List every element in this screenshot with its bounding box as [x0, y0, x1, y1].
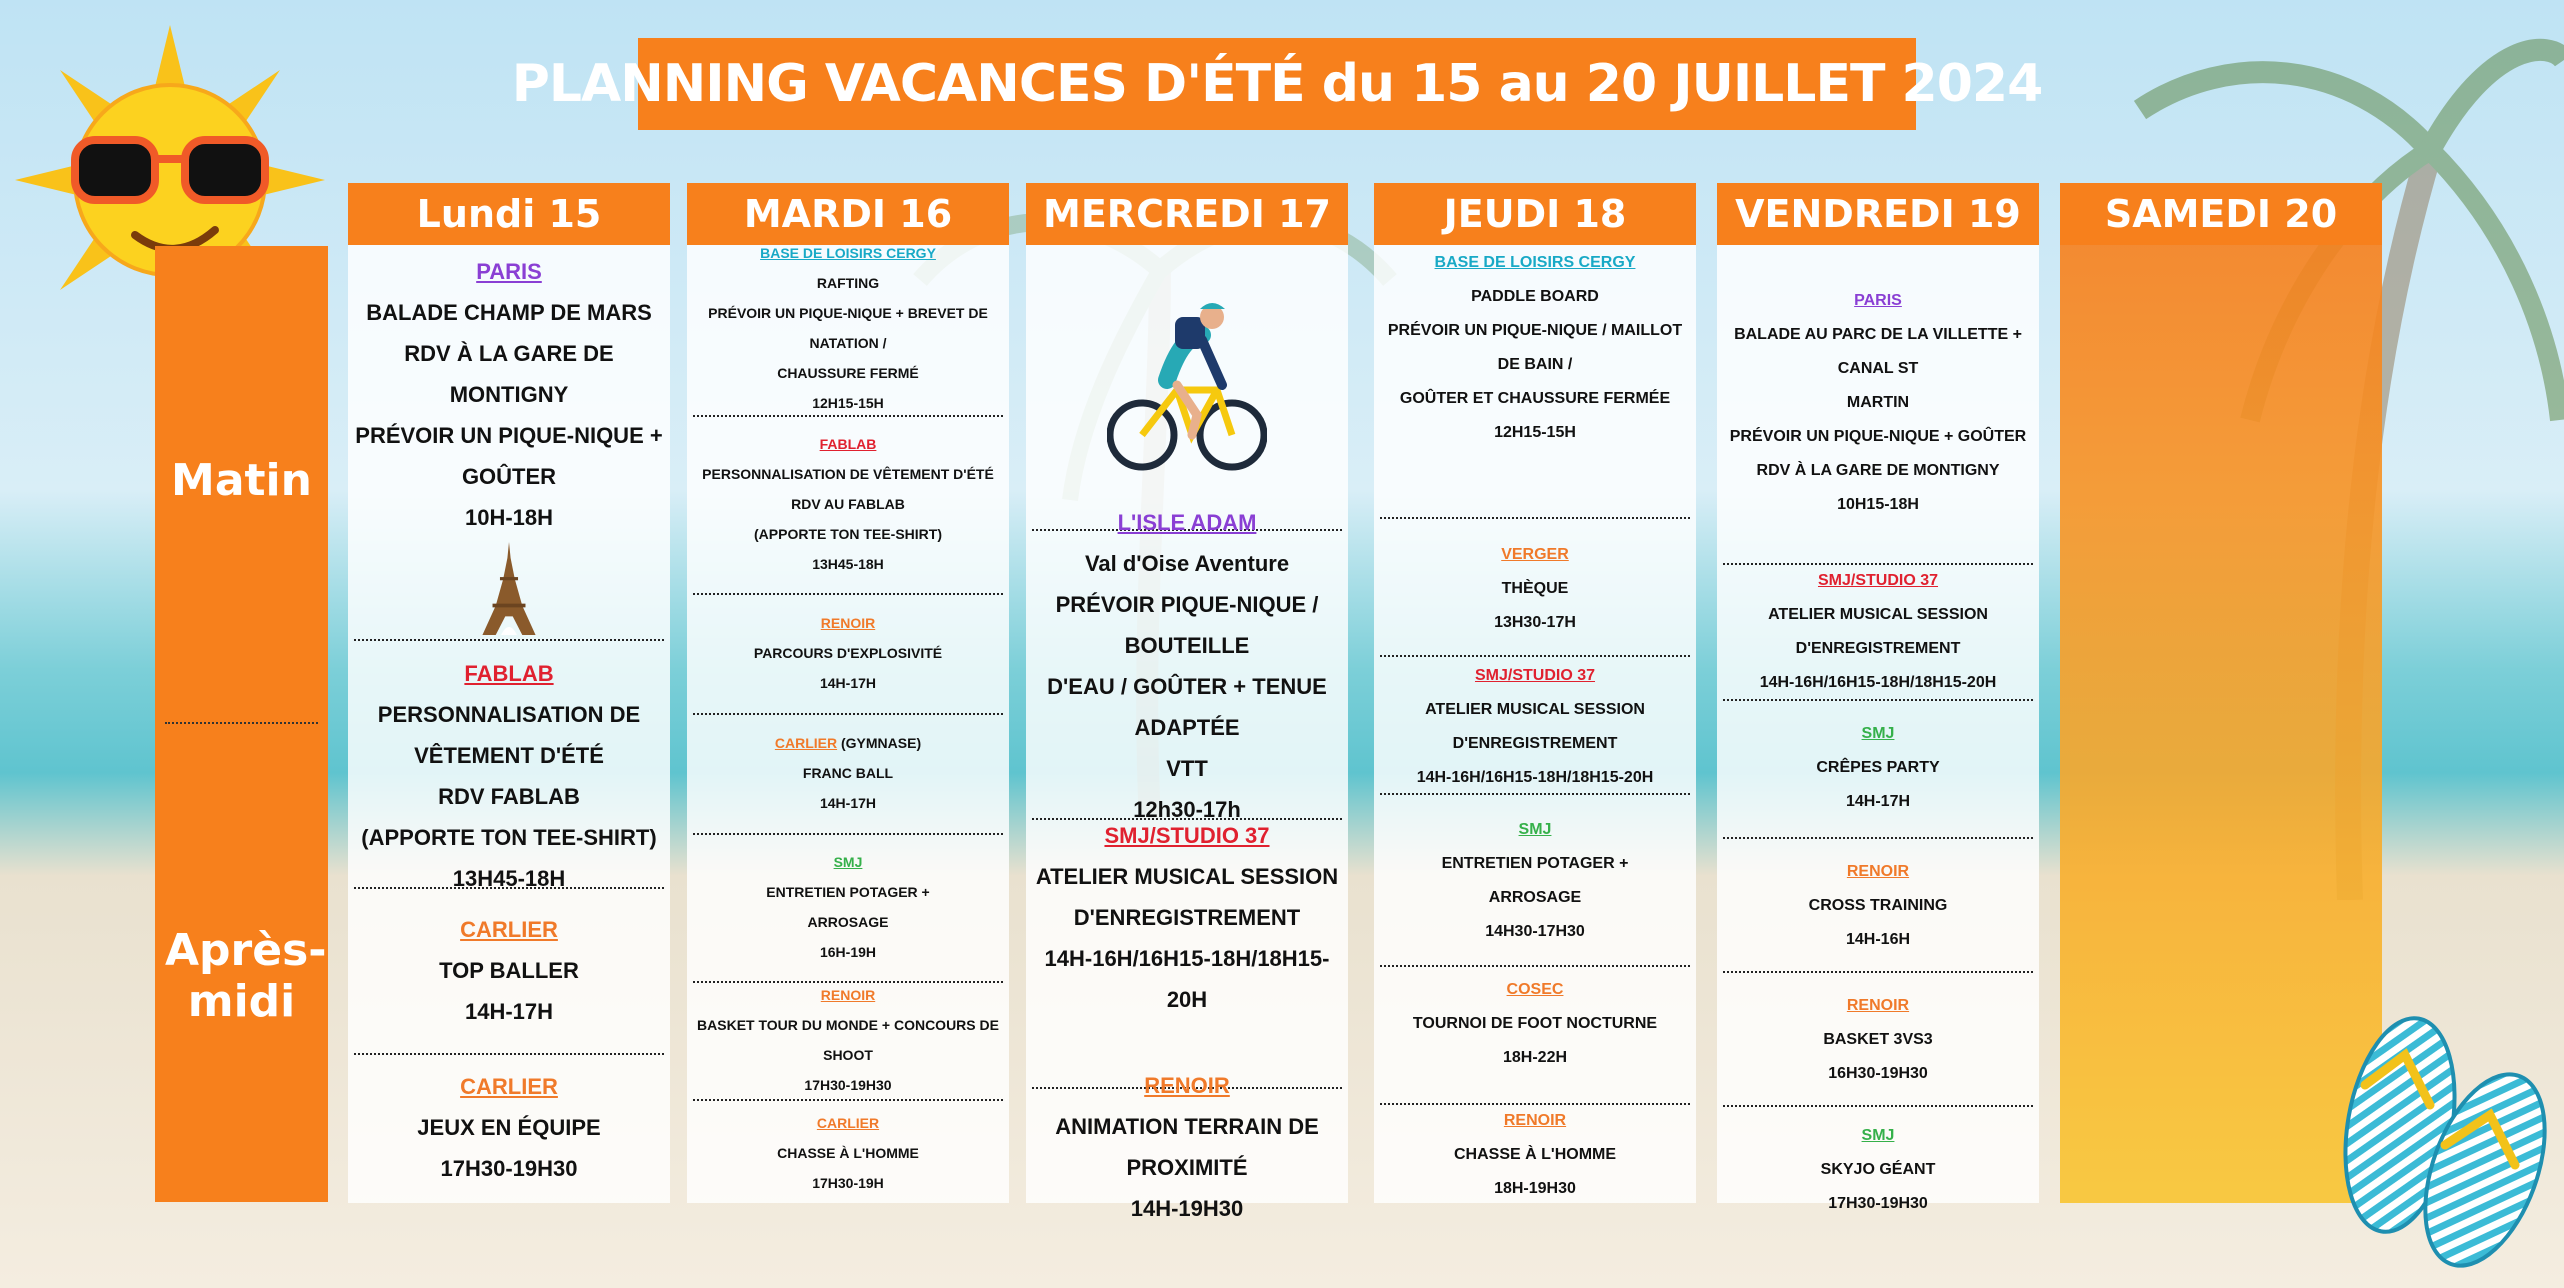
activity-line: (APPORTE TON TEE-SHIRT)	[754, 526, 942, 542]
title-banner	[511, 38, 2043, 130]
day-column-samedi	[2060, 183, 2382, 1203]
activity-block	[1374, 521, 1696, 656]
activity-line: 10H15-18H	[1837, 495, 1919, 513]
activity-place: RENOIR	[820, 615, 876, 631]
day-body	[687, 245, 1009, 1203]
day-header: SAMEDI 20	[2060, 183, 2382, 245]
activity-block	[1374, 245, 1696, 451]
activity-place: CARLIER	[460, 916, 558, 942]
day-header: MERCREDI 17	[1026, 183, 1348, 245]
activity-line: ARROSAGE	[1488, 889, 1582, 906]
activity-line: 10H-18H	[464, 505, 554, 530]
separator	[693, 713, 1003, 715]
separator	[693, 1099, 1003, 1101]
morning-label: Matin	[171, 455, 312, 506]
activity-line: D'ENREGISTREMENT	[1073, 904, 1301, 930]
activity-line: CROSS TRAINING	[1808, 897, 1948, 914]
separator	[693, 415, 1003, 417]
activity-line: PRÉVOIR UN PIQUE-NIQUE + GOÛTER	[355, 423, 663, 489]
activity-line: JEUX EN ÉQUIPE	[417, 1114, 601, 1140]
activity-block	[687, 597, 1009, 709]
activity-block	[687, 419, 1009, 589]
activity-place-row	[775, 728, 921, 758]
activity-block	[1374, 797, 1696, 965]
activity-line: 18H-19H30	[1494, 1180, 1576, 1197]
activity-line: CHAUSSURE FERMÉ	[777, 365, 919, 381]
activity-place: BASE DE LOISIRS CERGY	[1434, 254, 1636, 271]
activity-line: BALADE AU PARC DE LA VILLETTE + CANAL ST	[1734, 325, 2022, 377]
activity-place: CARLIER	[774, 735, 838, 751]
activity-line: 13H45-18H	[812, 556, 884, 572]
separator	[1380, 793, 1690, 795]
activity-place: RENOIR	[1144, 1073, 1230, 1098]
activity-line: ENTRETIEN POTAGER +	[766, 884, 930, 900]
activity-line: TOP BALLER	[439, 957, 579, 983]
activity-block	[1374, 969, 1696, 1079]
activity-line: BASKET TOUR DU MONDE + CONCOURS DE SHOOT	[697, 1017, 999, 1063]
activity-line: 17H30-19H	[812, 1175, 884, 1191]
activity-line: RDV À LA GARE DE MONTIGNY	[1756, 461, 2000, 479]
activity-line: 17H30-19H30	[440, 1155, 578, 1181]
activity-line: D'EAU / GOÛTER + TENUE ADAPTÉE	[1047, 673, 1327, 740]
activity-line: 14H-16H/16H15-18H/18H15-20H	[1416, 769, 1654, 786]
separator	[1723, 1105, 2033, 1107]
activity-line: ENTRETIEN POTAGER +	[1441, 855, 1629, 872]
activity-place: SMJ	[1518, 821, 1552, 838]
activity-line: VTT	[1166, 755, 1208, 781]
activity-line: TOURNOI DE FOOT NOCTURNE	[1412, 1015, 1658, 1032]
separator	[1380, 655, 1690, 657]
activity-line: CHASSE À L'HOMME	[1453, 1146, 1617, 1163]
eiffel-tower-icon	[454, 542, 564, 635]
activity-line: FRANC BALL	[802, 765, 894, 781]
activity-line: CHASSE À L'HOMME	[777, 1145, 919, 1161]
day-body	[1026, 245, 1348, 1221]
activity-line: 17H30-19H30	[804, 1077, 892, 1093]
activity-block	[1374, 1107, 1696, 1203]
activity-line: 14H-16H	[1845, 931, 1911, 948]
activity-line: 14H30-17H30	[1485, 923, 1585, 940]
activity-place-extra: (GYMNASE)	[837, 735, 922, 751]
activity-block	[1717, 975, 2039, 1105]
activity-line: PRÉVOIR UN PIQUE-NIQUE / MAILLOT DE BAIN /	[1387, 322, 1683, 373]
activity-line: 13H45-18H	[452, 866, 566, 891]
activity-line: 14H-16H/16H15-18H/18H15-20H	[1759, 674, 1997, 691]
activity-block	[348, 895, 670, 1045]
separator	[1723, 837, 2033, 839]
activity-line: PRÉVOIR PIQUE-NIQUE / BOUTEILLE	[1055, 591, 1319, 658]
day-column-jeudi	[1374, 183, 1696, 1203]
activity-line: PERSONNALISATION DE VÊTEMENT D'ÉTÉ	[377, 702, 641, 768]
separator	[354, 887, 664, 889]
day-column-lundi	[348, 183, 670, 1203]
flip-flops-icon	[2335, 1015, 2550, 1275]
activity-block	[348, 1057, 670, 1197]
activity-line: BASKET 3VS3	[1823, 1031, 1933, 1048]
separator	[1723, 971, 2033, 973]
activity-place: FABLAB	[819, 436, 877, 452]
activity-line: 14H-16H/16H15-18H/18H15-20H	[1044, 945, 1330, 1012]
activity-place: RENOIR	[1846, 997, 1910, 1014]
activity-block	[687, 245, 1009, 411]
activity-line: 14H-17H	[464, 998, 554, 1024]
activity-line: ARROSAGE	[807, 914, 889, 930]
illustration-block	[1026, 245, 1348, 525]
day-body	[348, 245, 670, 1203]
activity-line: 14H-19H30	[1130, 1196, 1244, 1221]
activity-line: RAFTING	[816, 275, 880, 291]
activity-place: VERGER	[1501, 545, 1569, 563]
activity-block	[687, 985, 1009, 1095]
activity-line: 12H15-15H	[1494, 424, 1576, 441]
day-header: VENDREDI 19	[1717, 183, 2039, 245]
activity-place: COSEC	[1506, 981, 1564, 998]
activity-line: PARCOURS D'EXPLOSIVITÉ	[753, 645, 943, 661]
separator	[354, 639, 664, 641]
activity-block	[1374, 659, 1696, 795]
activity-block	[687, 717, 1009, 829]
activity-line: 16H30-19H30	[1828, 1065, 1928, 1082]
day-header: JEUDI 18	[1374, 183, 1696, 245]
day-column-vendredi	[1717, 183, 2039, 1212]
activity-place: BASE DE LOISIRS CERGY	[760, 245, 936, 261]
activity-block	[1717, 841, 2039, 971]
activity-place: CARLIER	[460, 1073, 558, 1099]
activity-place: L'ISLE ADAM	[1117, 509, 1257, 535]
activity-line: 16H-19H	[819, 944, 877, 960]
activity-line: 14H-17H	[1845, 793, 1911, 810]
activity-line: 14H-17H	[819, 795, 877, 811]
activity-line: 14H-17H	[819, 675, 877, 691]
day-body-empty	[2060, 245, 2382, 1203]
activity-line: 13H30-17H	[1494, 613, 1576, 631]
activity-line: RDV À LA GARE DE MONTIGNY	[404, 341, 614, 407]
activity-line: ATELIER MUSICAL SESSION D'ENREGISTREMENT	[1768, 606, 1988, 657]
page-title: PLANNING VACANCES D'ÉTÉ du 15 au 20 JUILLET 2024	[511, 54, 2043, 114]
afternoon-label: Après-midi	[165, 925, 327, 1027]
day-column-mercredi	[1026, 183, 1348, 1221]
day-body	[1374, 245, 1696, 1203]
activity-line: THÈQUE	[1501, 579, 1569, 597]
cyclist-icon	[1107, 295, 1267, 475]
activity-line: 12h30-17h	[1133, 796, 1241, 822]
activity-place: RENOIR	[820, 987, 876, 1003]
day-header: Lundi 15	[348, 183, 670, 245]
activity-place: SMJ	[1861, 725, 1895, 742]
separator	[1380, 517, 1690, 519]
activity-place: CARLIER	[816, 1115, 880, 1131]
activity-line: (APPORTE TON TEE-SHIRT)	[361, 825, 657, 850]
sidebar-divider	[165, 722, 318, 724]
activity-line: RDV FABLAB	[438, 784, 580, 809]
day-body	[1717, 245, 2039, 1212]
activity-line: MARTIN	[1846, 393, 1910, 411]
activity-place: PARIS	[476, 259, 542, 284]
activity-block	[1026, 822, 1348, 1012]
activity-line: Val d'Oise Aventure	[1084, 550, 1290, 576]
activity-place: FABLAB	[464, 661, 554, 686]
activity-block	[1717, 1109, 2039, 1212]
separator	[354, 1053, 664, 1055]
activity-line: 12H15-15H	[812, 395, 884, 411]
separator	[1723, 699, 2033, 701]
activity-line: GOÛTER ET CHAUSSURE FERMÉE	[1399, 390, 1671, 407]
activity-line: 17H30-19H30	[1828, 1195, 1928, 1212]
activity-block	[1717, 703, 2039, 833]
activity-place: SMJ	[1861, 1127, 1895, 1144]
day-column-mardi	[687, 183, 1009, 1203]
activity-line: PADDLE BOARD	[1471, 288, 1599, 305]
separator	[693, 593, 1003, 595]
separator	[693, 833, 1003, 835]
activity-line: ATELIER MUSICAL SESSION D'ENREGISTREMENT	[1425, 701, 1645, 752]
activity-block	[348, 245, 670, 635]
activity-line: RDV AU FABLAB	[791, 496, 905, 512]
activity-line: 18H-22H	[1502, 1049, 1568, 1066]
separator	[1380, 965, 1690, 967]
activity-place: RENOIR	[1503, 1112, 1567, 1129]
activity-block	[1026, 509, 1348, 822]
time-of-day-sidebar	[155, 246, 328, 1202]
activity-place: PARIS	[1854, 291, 1902, 309]
activity-line: ATELIER MUSICAL SESSION	[1035, 863, 1339, 889]
activity-place: SMJ/STUDIO 37	[1104, 822, 1270, 848]
activity-line: CRÊPES PARTY	[1816, 759, 1940, 776]
day-header: MARDI 16	[687, 183, 1009, 245]
activity-place: RENOIR	[1846, 863, 1910, 880]
activity-place: SMJ/STUDIO 37	[1474, 667, 1596, 684]
activity-line: ANIMATION TERRAIN DE PROXIMITÉ	[1055, 1114, 1319, 1180]
activity-block	[687, 837, 1009, 977]
activity-block	[1717, 245, 2039, 560]
activity-line: PRÉVOIR UN PIQUE-NIQUE + GOÛTER	[1729, 427, 2027, 445]
activity-line: SKYJO GÉANT	[1820, 1161, 1936, 1178]
activity-line: PERSONNALISATION DE VÊTEMENT D'ÉTÉ	[702, 466, 994, 482]
activity-line: BALADE CHAMP DE MARS	[366, 300, 652, 325]
activity-place: SMJ	[833, 854, 863, 870]
activity-block	[687, 1103, 1009, 1203]
activity-block	[1026, 1073, 1348, 1221]
activity-place: SMJ/STUDIO 37	[1817, 572, 1939, 589]
activity-block	[1717, 567, 2039, 697]
activity-line: PRÉVOIR UN PIQUE-NIQUE + BREVET DE NATATION /	[708, 305, 988, 351]
